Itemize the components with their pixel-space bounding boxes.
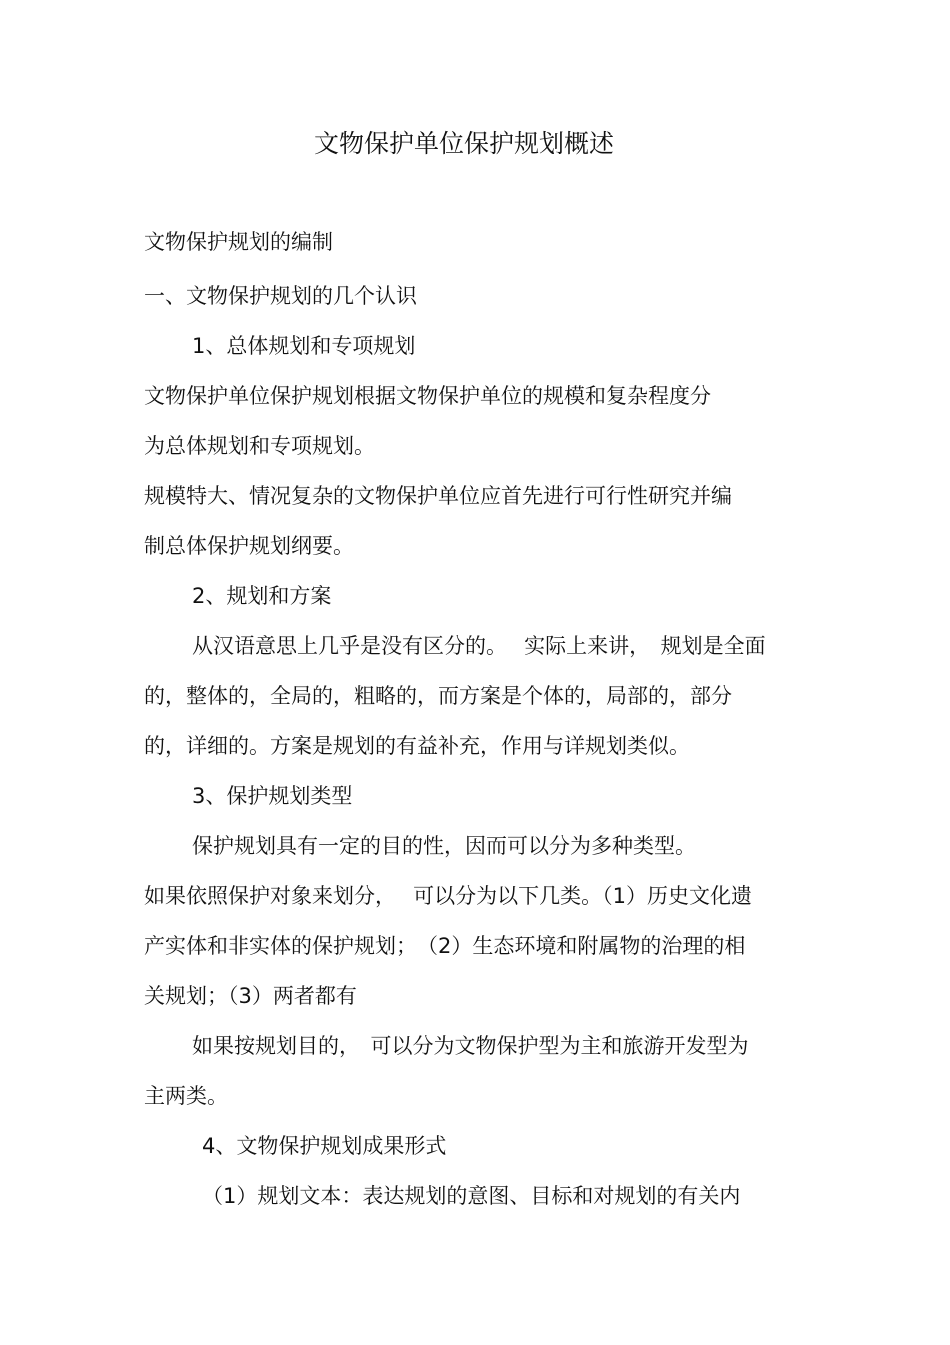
paragraph-line: 的，详细的。方案是规划的有益补充，作用与详规划类似。 [144,734,690,758]
paragraph-line: 为总体规划和专项规划。 [144,434,375,458]
paragraph-line: 文物保护单位保护规划根据文物保护单位的规模和复杂程度分 [144,384,711,408]
item-heading-2: 2、规划和方案 [192,584,332,608]
paragraph-line: 主两类。 [144,1084,228,1108]
paragraph-line: 保护规划具有一定的目的性，因而可以分为多种类型。 [192,834,696,858]
section-heading: 文物保护规划的编制 [144,230,333,254]
paragraph-line: 的，整体的，全局的，粗略的，而方案是个体的，局部的，部分 [144,684,732,708]
item-heading-1: 1、总体规划和专项规划 [192,334,416,358]
part-heading: 一、文物保护规划的几个认识 [144,284,417,308]
paragraph-line: 规模特大、情况复杂的文物保护单位应首先进行可行性研究并编 [144,484,732,508]
paragraph-line: 如果按规划目的， 可以分为文物保护型为主和旅游开发型为 [192,1034,749,1058]
paragraph-line: 如果依照保护对象来划分， 可以分为以下几类。（1）历史文化遗 [144,884,753,908]
paragraph-line: 关规划；（3）两者都有 [144,984,357,1008]
document-title: 文物保护单位保护规划概述 [313,129,614,158]
item-heading-4: 4、文物保护规划成果形式 [202,1134,447,1158]
paragraph-line: 从汉语意思上几乎是没有区分的。 实际上来讲， 规划是全面 [192,634,766,658]
paragraph-line: （1）规划文本：表达规划的意图、目标和对规划的有关内 [202,1184,741,1208]
paragraph-line: 制总体保护规划纲要。 [144,534,354,558]
paragraph-line: 产实体和非实体的保护规划； （2）生态环境和附属物的治理的相 [144,934,746,958]
item-heading-3: 3、保护规划类型 [192,784,353,808]
